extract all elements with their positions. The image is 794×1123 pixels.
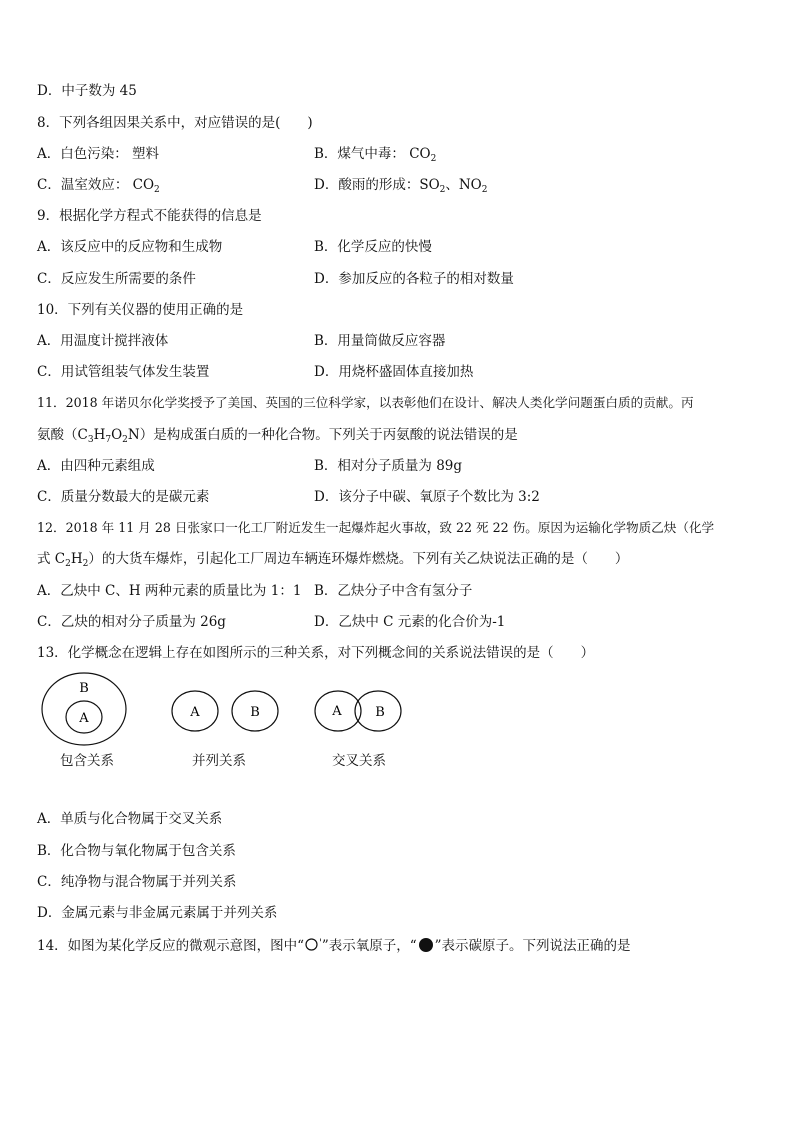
carbon-atom-icon	[418, 937, 434, 953]
q11-option-a: A．由四种元素组成	[37, 458, 155, 474]
q10-option-b: B．用量筒做反应容器	[314, 333, 446, 349]
cross-label-b: B	[375, 705, 385, 720]
parallel-label-b: B	[250, 705, 260, 720]
q11-option-c: C．质量分数最大的是碳元素	[37, 489, 210, 505]
q10-option-d: D．用烧杯盛固体直接加热	[314, 364, 474, 380]
q9-stem: 9．根据化学方程式不能获得的信息是	[37, 208, 262, 224]
q12-option-c: C．乙炔的相对分子质量为 26g	[37, 614, 226, 630]
q13-option-a: A．单质与化合物属于交叉关系	[37, 811, 223, 827]
q13-option-c: C．纯净物与混合物属于并列关系	[37, 874, 237, 890]
label-cross-relation: 交叉关系	[332, 753, 386, 769]
contain-label-a: A	[79, 711, 89, 726]
q10-option-a: A．用温度计搅拌液体	[37, 333, 169, 349]
q14-stem: 14．如图为某化学反应的微观示意图，图中“ '”表示氧原子，“ ”表示碳原子。下列说法正确的是	[37, 938, 631, 954]
relation-diagram	[0, 672, 794, 772]
q9-option-c: C．反应发生所需要的条件	[37, 271, 196, 287]
q9-option-d: D．参加反应的各粒子的相对数量	[314, 271, 514, 287]
q12-option-a: A．乙炔中 C、H 两种元素的质量比为 1：1	[37, 583, 302, 599]
q9-option-a: A．该反应中的反应物和生成物	[37, 239, 223, 255]
q8-option-c: C．温室效应： $CO_2$	[37, 177, 160, 195]
q9-option-b: B．化学反应的快慢	[314, 239, 432, 255]
q8-stem: 8．下列各组因果关系中，对应错误的是( )	[37, 115, 313, 131]
q10-stem: 10．下列有关仪器的使用正确的是	[37, 302, 244, 318]
label-contain-relation: 包含关系	[60, 753, 114, 769]
parallel-label-a: A	[190, 705, 200, 720]
q11-stem-line2: 氨酸$(C_3H_7O_2N)$是构成蛋白质的一种化合物。下列关于丙氨酸的说法错误的是	[37, 427, 518, 445]
contain-label-b: B	[79, 681, 89, 696]
label-parallel-relation: 并列关系	[192, 753, 246, 769]
q11-stem-line1: 11．2018 年诺贝尔化学奖授予了美国、英国的三位科学家，以表彰他们在设计、解决人类化学问题蛋白质的贡献。丙	[37, 395, 694, 410]
q13-option-d: D．金属元素与非金属元素属于并列关系	[37, 905, 278, 921]
q11-option-b: B．相对分子质量为 89g	[314, 458, 463, 474]
q8-option-d: D．酸雨的形成：$SO_2$、$NO_2$	[314, 177, 488, 195]
q8-option-a: A．白色污染： 塑料	[37, 146, 160, 162]
q12-stem-line1: 12．2018 年 11 月 28 日张家口一化工厂附近发生一起爆炸起火事故，致 22 死 22 伤。原因为运输化学物质乙炔（化学	[37, 520, 715, 535]
oxygen-atom-icon	[305, 938, 318, 951]
q12-option-d: D．乙炔中 C 元素的化合价为-1	[314, 614, 506, 630]
q13-option-b: B．化合物与氧化物属于包含关系	[37, 843, 236, 859]
q8-option-b: B．煤气中毒： $CO_2$	[314, 146, 437, 164]
q12-option-b: B．乙炔分子中含有氢分子	[314, 583, 473, 599]
q13-stem: 13．化学概念在逻辑上存在如图所示的三种关系，对下列概念间的关系说法错误的是（ ）	[37, 645, 595, 661]
q11-option-d: D．该分子中碳、氧原子个数比为 3:2	[314, 489, 540, 505]
q7-option-d: D．中子数为 45	[37, 83, 137, 99]
q10-option-c: C．用试管组装气体发生装置	[37, 364, 210, 380]
q12-stem-line2: 式 $C_2H_2$）的大货车爆炸，引起化工厂周边车辆连环爆炸燃烧。下列有关乙炔说法正确的是（ ）	[37, 551, 629, 569]
cross-label-a: A	[332, 704, 342, 719]
